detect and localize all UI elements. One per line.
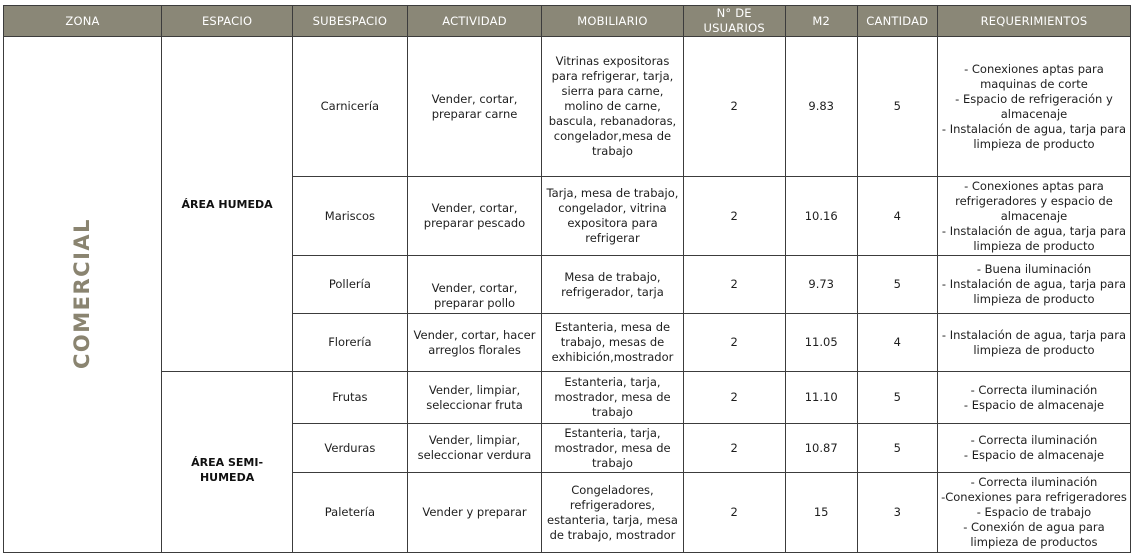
header-row <box>4 6 1131 37</box>
subespacio-cell: Pollería <box>293 256 407 314</box>
requirement-line: - Conexiones aptas para refrigeradores y espacio de almacenaje <box>955 178 1113 223</box>
requirement-line: -Conexiones para refrigeradores <box>941 490 1127 504</box>
requerimientos-cell <box>937 37 1130 177</box>
actividad-cell: Vender, cortar, preparar carne <box>407 37 542 177</box>
requirement-line: - Espacio de almacenaje <box>963 397 1105 412</box>
header-requerimientos: REQUERIMIENTOS <box>937 6 1130 37</box>
cantidad-cell: 5 <box>857 37 937 177</box>
subespacio-cell: Frutas <box>293 372 407 424</box>
usuarios-cell: 2 <box>683 37 785 177</box>
subespacio-cell: Paletería <box>293 473 407 553</box>
subespacio-cell: Mariscos <box>293 177 407 256</box>
m2-cell: 11.05 <box>785 314 857 372</box>
requirement-line: - Espacio de almacenaje <box>963 448 1105 462</box>
requirement-line: - Instalación de agua, tarja para limpieza de producto <box>941 327 1127 357</box>
cantidad-cell: 5 <box>857 256 937 314</box>
requerimientos-cell <box>937 424 1130 473</box>
actividad-cell: Vender, limpiar, seleccionar fruta <box>407 372 542 424</box>
requirement-line: - Instalación de agua, tarja para limpieza de producto <box>941 277 1127 306</box>
requirement-line: - Correcta iluminación <box>970 475 1098 489</box>
usuarios-cell: 2 <box>683 372 785 424</box>
subespacio-cell: Florería <box>293 314 407 372</box>
table-row <box>4 37 1131 177</box>
program-table <box>3 5 1131 553</box>
requerimientos-cell <box>937 314 1130 372</box>
m2-cell: 9.83 <box>785 37 857 177</box>
header-cantidad: CANTIDAD <box>857 6 937 37</box>
header-m2: M2 <box>785 6 857 37</box>
zone-label: COMERCIAL <box>70 217 95 369</box>
requirement-line: - Conexión de agua para limpieza de productos <box>963 520 1105 549</box>
requerimientos-cell <box>937 473 1130 553</box>
cantidad-cell: 4 <box>857 177 937 256</box>
requirement-line: - Instalación de agua, tarja para limpieza de producto <box>941 121 1127 151</box>
requerimientos-cell <box>937 256 1130 314</box>
actividad-cell: Vender, cortar, preparar pollo <box>407 256 542 314</box>
requirement-line: - Espacio de trabajo <box>976 505 1092 519</box>
usuarios-cell: 2 <box>683 256 785 314</box>
space-cell: ÁREA HUMEDA <box>162 37 293 372</box>
requirement-line: - Buena iluminación <box>976 262 1092 276</box>
space-label: ÁREA SEMI-HUMEDA <box>191 456 264 484</box>
cantidad-cell: 5 <box>857 424 937 473</box>
header-zona: ZONA <box>4 6 162 37</box>
header-subespacio: SUBESPACIO <box>293 6 407 37</box>
mobiliario-cell: Estanteria, tarja, mostrador, mesa de trabajo <box>542 424 683 473</box>
actividad-cell: Vender y preparar <box>407 473 542 553</box>
zone-cell <box>4 37 162 553</box>
mobiliario-cell: Congeladores, refrigeradores, estanteria, tarja, mesa de trabajo, mostrador <box>542 473 683 553</box>
usuarios-cell: 2 <box>683 177 785 256</box>
m2-cell: 10.16 <box>785 177 857 256</box>
m2-cell: 15 <box>785 473 857 553</box>
requerimientos-cell <box>937 177 1130 256</box>
requirement-line: - Correcta iluminación <box>970 433 1098 447</box>
requirement-line: - Espacio de refrigeración y almacenaje <box>955 91 1113 121</box>
requirement-line: - Correcta iluminación <box>970 382 1098 397</box>
subespacio-cell: Verduras <box>293 424 407 473</box>
requirement-line: - Instalación de agua, tarja para limpieza de producto <box>941 223 1127 253</box>
subespacio-cell: Carnicería <box>293 37 407 177</box>
mobiliario-cell: Mesa de trabajo, refrigerador, tarja <box>542 256 683 314</box>
mobiliario-cell: Tarja, mesa de trabajo, congelador, vitrina expositora para refrigerar <box>542 177 683 256</box>
requerimientos-cell <box>937 372 1130 424</box>
actividad-cell: Vender, limpiar, seleccionar verdura <box>407 424 542 473</box>
header-espacio: ESPACIO <box>162 6 293 37</box>
usuarios-cell: 2 <box>683 314 785 372</box>
actividad-cell: Vender, cortar, hacer arreglos florales <box>407 314 542 372</box>
mobiliario-cell: Estanteria, tarja, mostrador, mesa de trabajo <box>542 372 683 424</box>
cantidad-cell: 3 <box>857 473 937 553</box>
usuarios-cell: 2 <box>683 424 785 473</box>
header-mobiliario: MOBILIARIO <box>542 6 683 37</box>
header-usuarios: N° DE USUARIOS <box>683 6 785 37</box>
cantidad-cell: 5 <box>857 372 937 424</box>
requirement-line: - Conexiones aptas para maquinas de corte <box>964 61 1104 91</box>
actividad-cell: Vender, cortar, preparar pescado <box>407 177 542 256</box>
header-actividad: ACTIVIDAD <box>407 6 542 37</box>
m2-cell: 9.73 <box>785 256 857 314</box>
usuarios-cell: 2 <box>683 473 785 553</box>
mobiliario-cell: Vitrinas expositoras para refrigerar, tarja, sierra para carne, molino de carne, bascula, rebanadoras, congelador,mesa de trabajo <box>542 37 683 177</box>
m2-cell: 11.10 <box>785 372 857 424</box>
space-cell <box>162 372 293 553</box>
cantidad-cell: 4 <box>857 314 937 372</box>
m2-cell: 10.87 <box>785 424 857 473</box>
mobiliario-cell: Estanteria, mesa de trabajo, mesas de exhibición,mostrador <box>542 314 683 372</box>
table-row <box>4 372 1131 424</box>
